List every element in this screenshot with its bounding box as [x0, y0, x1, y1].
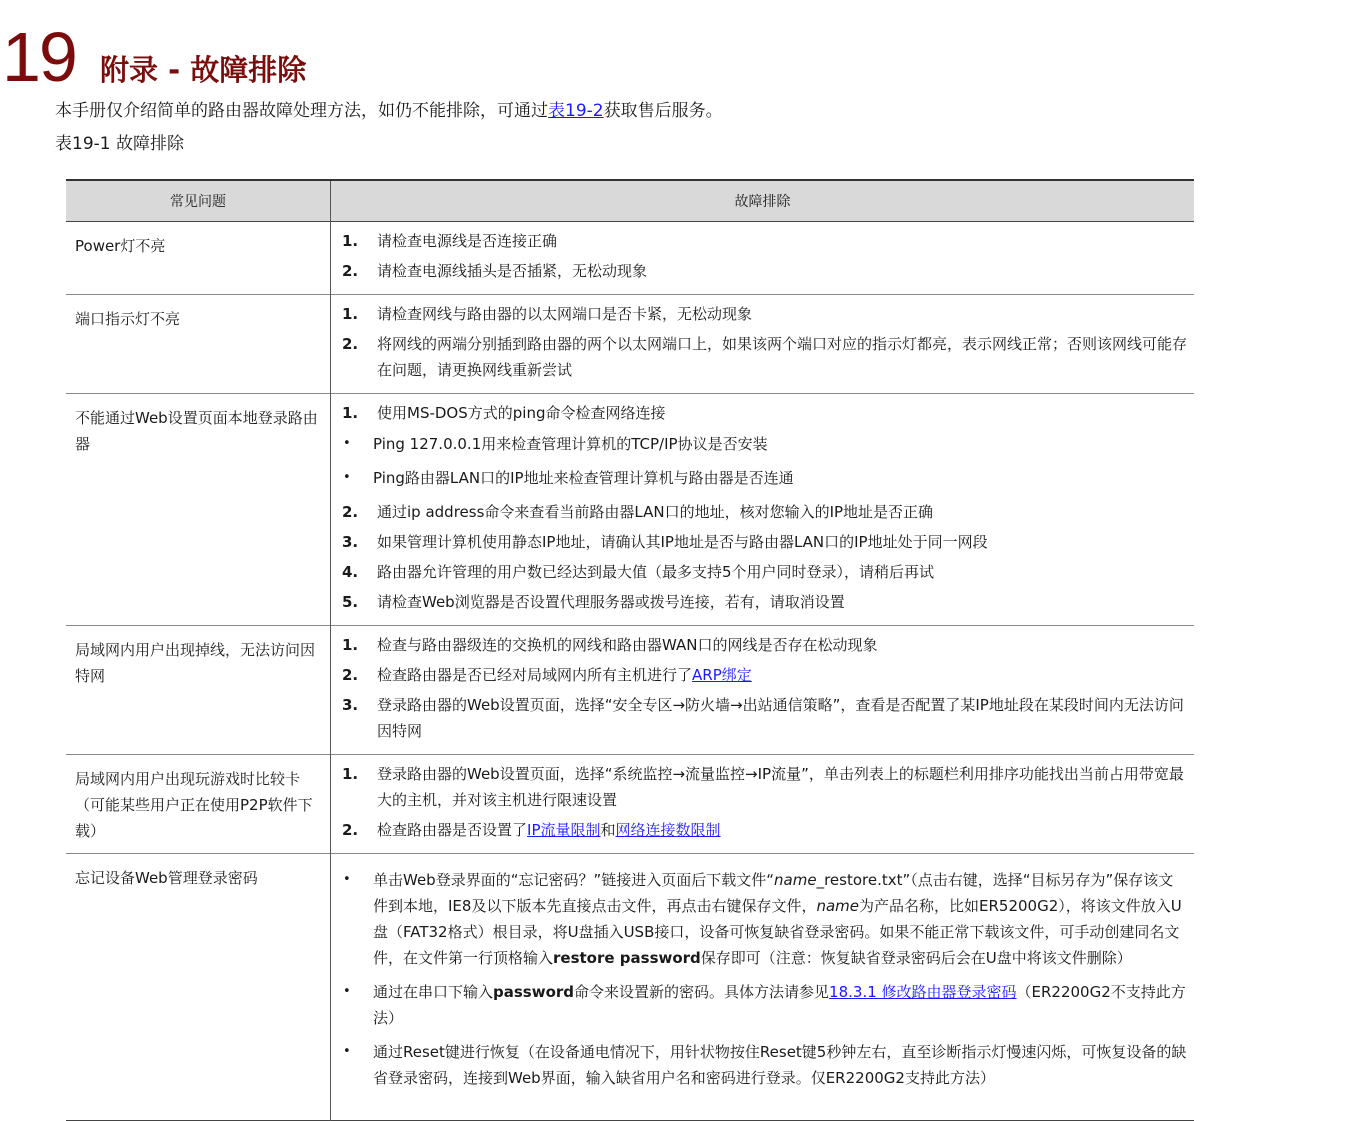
list-item: 1. 登录路由器的Web设置页面，选择“系统监控→流量监控→IP流量”，单击列表上的标题栏利用排序功能找出当前占用带宽最大的主机，并对该主机进行限速设置	[342, 765, 1184, 809]
table-row	[66, 222, 1194, 295]
intro-text-end: 获取售后服务。	[603, 101, 723, 121]
table-row	[66, 295, 1194, 394]
list-item: 2. 通过ip address命令来查看当前路由器LAN口的地址，核对您输入的IP地址是否正确	[342, 503, 934, 521]
header-question: 常见问题	[66, 180, 331, 222]
list-item: 2. 请检查电源线插头是否插紧，无松动现象	[342, 262, 648, 280]
chapter-title: 附录 - 故障排除	[100, 53, 307, 87]
chapter-number: 19	[2, 18, 76, 96]
arp-binding-link[interactable]: ARP绑定	[692, 666, 752, 684]
list-item: 1. 请检查电源线是否连接正确	[342, 232, 558, 250]
solution-cell	[331, 222, 1195, 295]
troubleshooting-table	[66, 179, 1194, 1121]
list-item: 2. 检查路由器是否已经对局域网内所有主机进行了ARP绑定	[342, 666, 752, 684]
list-item: 1. 检查与路由器级连的交换机的网线和路由器WAN口的网线是否存在松动现象	[342, 636, 878, 654]
list-item: 5. 请检查Web浏览器是否设置代理服务器或拨号连接，若有，请取消设置	[342, 593, 845, 611]
list-item: 2. 将网线的两端分别插到路由器的两个以太网端口上，如果该两个端口对应的指示灯都亮，表示网线正常；否则该网线可能存在问题，请更换网线重新尝试	[342, 335, 1188, 379]
list-item: 1. 使用MS-DOS方式的ping命令检查网络连接	[342, 404, 666, 422]
question-cell: 不能通过Web设置页面本地登录路由器	[66, 394, 331, 626]
bullet-item: • 单击Web登录界面的“忘记密码？”链接进入页面后下载文件“name_restore.txt”（点击右键，选择“目标另存为”保存该文件到本地，IE8及以下版本先直接点击文件，再点击右键保存文件，name为产品名称，比如ER5200G2），将该文件放入U盘（FAT32格式）根目录，将U盘插入USB接口，设备可恢复缺省登录密码。如果不能正常下载该文件，可手动创建同名文件，在文件第一行顶格输入restore password保存即可（注意：恢复缺省登录密码后会在U盘中将该文件删除）	[343, 871, 1182, 967]
table-row	[66, 854, 1194, 1121]
intro-paragraph	[55, 99, 723, 123]
bullet-item: • 通过在串口下输入password命令来设置新的密码。具体方法请参见18.3.1 修改路由器登录密码（ER2200G2不支持此方法）	[343, 983, 1186, 1027]
list-item: 4. 路由器允许管理的用户数已经达到最大值（最多支持5个用户同时登录），请稍后再试	[342, 563, 935, 581]
solution-cell	[331, 755, 1195, 854]
solution-cell	[331, 394, 1195, 626]
bullet-item: • Ping路由器LAN口的IP地址来检查管理计算机与路由器是否连通	[343, 469, 794, 487]
intro-text: 本手册仅介绍简单的路由器故障处理方法，如仍不能排除，可通过	[55, 101, 548, 121]
table-row	[66, 394, 1194, 626]
header-solution: 故障排除	[331, 180, 1195, 222]
table-row	[66, 755, 1194, 854]
connection-limit-link[interactable]: 网络连接数限制	[615, 821, 721, 839]
bullet-item: • 通过Reset键进行恢复（在设备通电情况下，用针状物按住Reset键5秒钟左右，直至诊断指示灯慢速闪烁，可恢复设备的缺省登录密码，连接到Web界面，输入缺省用户名和密码进行登录。仅ER2200G2支持此方法）	[343, 1043, 1187, 1087]
solution-cell	[331, 854, 1195, 1121]
question-cell: Power灯不亮	[66, 222, 331, 295]
table-header-row	[66, 180, 1194, 222]
question-cell: 忘记设备Web管理登录密码	[66, 854, 331, 1121]
question-cell: 端口指示灯不亮	[66, 295, 331, 394]
solution-cell	[331, 295, 1195, 394]
question-cell: 局域网内用户出现玩游戏时比较卡（可能某些用户正在使用P2P软件下载）	[66, 755, 331, 854]
list-item: 3. 如果管理计算机使用静态IP地址，请确认其IP地址是否与路由器LAN口的IP地址处于同一网段	[342, 533, 988, 551]
bullet-item: • Ping 127.0.0.1用来检查管理计算机的TCP/IP协议是否安装	[343, 435, 768, 453]
table-19-2-link[interactable]: 表19-2	[548, 101, 604, 121]
table-caption: 表19-1 故障排除	[55, 134, 184, 154]
list-item: 3. 登录路由器的Web设置页面，选择“安全专区→防火墙→出站通信策略”，查看是否配置了某IP地址段在某段时间内无法访问因特网	[342, 696, 1184, 740]
question-cell: 局域网内用户出现掉线，无法访问因特网	[66, 626, 331, 755]
ip-traffic-limit-link[interactable]: IP流量限制	[527, 821, 601, 839]
table-row	[66, 626, 1194, 755]
modify-password-link[interactable]: 18.3.1 修改路由器登录密码	[829, 983, 1017, 1001]
list-item: 2. 检查路由器是否设置了IP流量限制和网络连接数限制	[342, 821, 721, 839]
solution-cell	[331, 626, 1195, 755]
list-item: 1. 请检查网线与路由器的以太网端口是否卡紧，无松动现象	[342, 305, 753, 323]
